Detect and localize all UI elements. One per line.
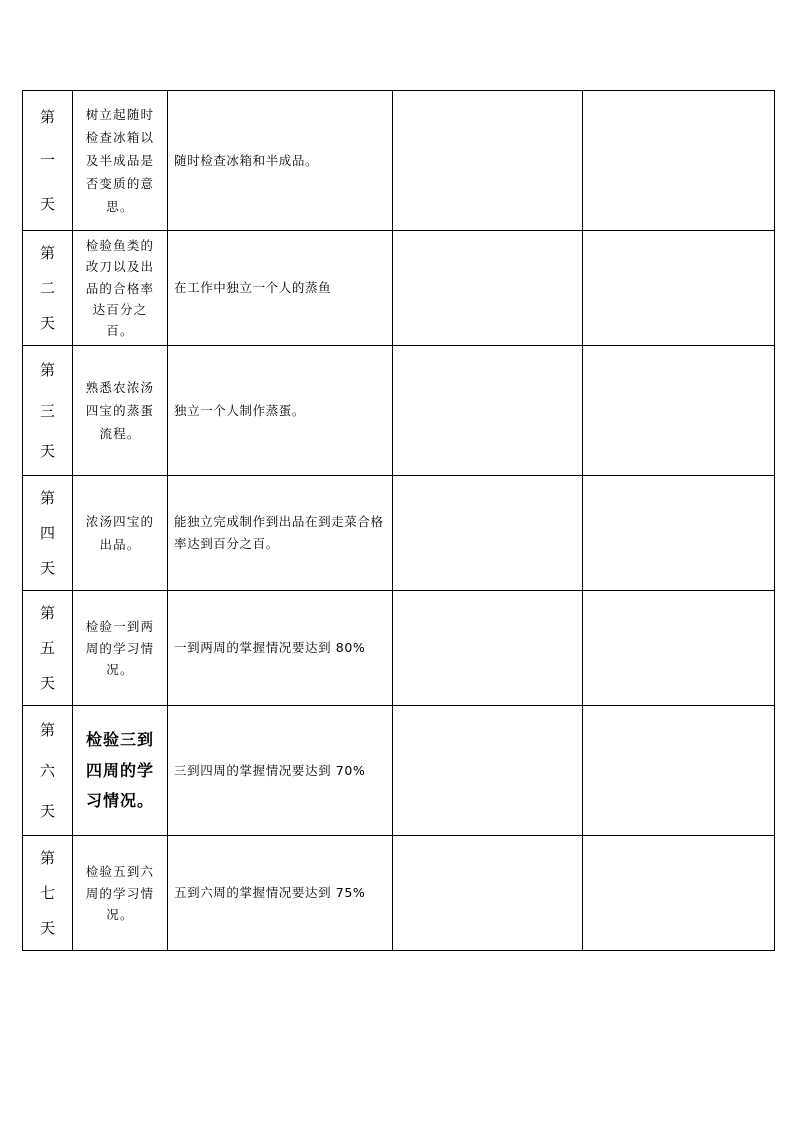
day-label-cell [23,91,73,231]
day-char: 第 [39,107,55,126]
day-char: 第 [39,848,55,867]
detail-cell: 独立一个人制作蒸蛋。 [168,346,393,476]
goal-cell: 浓汤四宝的出品。 [73,476,168,591]
day-label-cell [23,476,73,591]
detail-cell: 能独立完成制作到出品在到走菜合格率达到百分之百。 [168,476,393,591]
day-char: 天 [39,559,55,578]
day-char: 天 [39,441,55,460]
day-char: 第 [39,361,55,380]
goal-cell: 熟悉农浓汤四宝的蒸蛋流程。 [73,346,168,476]
day-char: 第 [39,721,55,740]
table-row [23,346,775,476]
day-char: 七 [39,884,55,903]
detail-cell: 一到两周的掌握情况要达到 80% [168,591,393,706]
day-char: 一 [39,151,55,170]
day-label-cell [23,706,73,836]
day-char: 六 [39,761,55,780]
table-row [23,231,775,346]
blank-cell-1 [393,91,583,231]
blank-cell-2 [583,476,775,591]
table-row [23,591,775,706]
blank-cell-2 [583,836,775,951]
blank-cell-1 [393,231,583,346]
blank-cell-1 [393,836,583,951]
goal-cell: 检验三到四周的学习情况。 [73,706,168,836]
day-char: 天 [39,919,55,938]
day-char: 第 [39,243,55,262]
day-label-cell [23,231,73,346]
blank-cell-2 [583,591,775,706]
day-label-cell [23,591,73,706]
day-char: 二 [39,278,55,297]
blank-cell-2 [583,346,775,476]
blank-cell-1 [393,591,583,706]
table-row [23,836,775,951]
table-row [23,706,775,836]
detail-cell: 五到六周的掌握情况要达到 75% [168,836,393,951]
detail-cell: 在工作中独立一个人的蒸鱼 [168,231,393,346]
day-char: 第 [39,488,55,507]
table-row [23,476,775,591]
day-label-cell [23,346,73,476]
goal-cell: 检验鱼类的改刀以及出品的合格率达百分之百。 [73,231,168,346]
day-char: 天 [39,195,55,214]
day-char: 天 [39,801,55,820]
day-char: 三 [39,401,55,420]
goal-cell: 检验一到两周的学习情况。 [73,591,168,706]
goal-cell: 检验五到六周的学习情况。 [73,836,168,951]
day-char: 天 [39,314,55,333]
day-char: 天 [39,674,55,693]
blank-cell-1 [393,476,583,591]
detail-cell: 随时检查冰箱和半成品。 [168,91,393,231]
day-char: 第 [39,603,55,622]
detail-cell: 三到四周的掌握情况要达到 70% [168,706,393,836]
blank-cell-2 [583,231,775,346]
day-char: 五 [39,639,55,658]
day-label-cell [23,836,73,951]
training-schedule-table [22,90,775,951]
table-row [23,91,775,231]
day-char: 四 [39,524,55,543]
blank-cell-2 [583,91,775,231]
goal-cell: 树立起随时检查冰箱以及半成品是否变质的意思。 [73,91,168,231]
blank-cell-2 [583,706,775,836]
blank-cell-1 [393,346,583,476]
blank-cell-1 [393,706,583,836]
